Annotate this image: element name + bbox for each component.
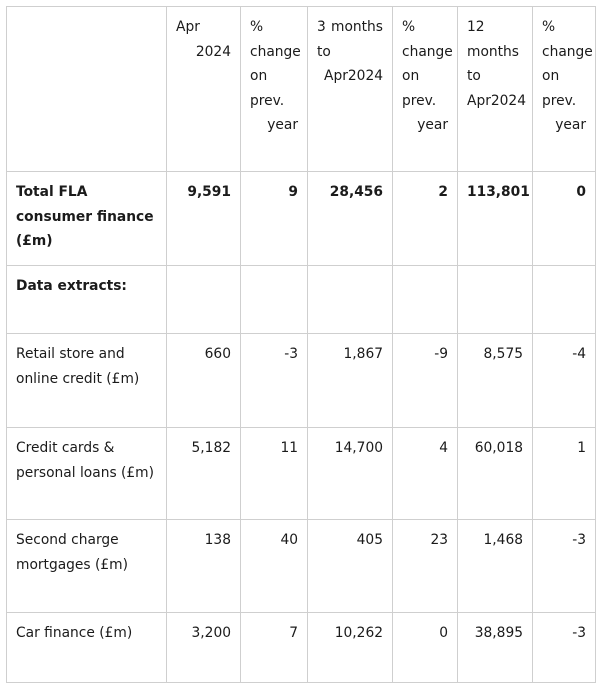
cell-pct-change-12-months: 1 xyxy=(533,428,596,520)
cell-12-months: 8,575 xyxy=(458,334,533,428)
header-cell-pct-change-month: % change on prev. year xyxy=(241,7,308,172)
cell-apr-2024 xyxy=(167,266,241,334)
cell-pct-change-12-months: -4 xyxy=(533,334,596,428)
cell-pct-change-12-months xyxy=(533,266,596,334)
cell-12-months xyxy=(458,266,533,334)
cell-pct-change-month: 9 xyxy=(241,172,308,266)
row-label: Data extracts: xyxy=(7,266,167,334)
consumer-finance-table xyxy=(6,6,596,683)
header-cell-pct-change-3-months: % change on prev. year xyxy=(393,7,458,172)
row-label: Total FLA consumer finance (£m) xyxy=(7,172,167,266)
cell-3-months xyxy=(308,266,393,334)
table-row-second-charge xyxy=(7,520,596,613)
cell-apr-2024: 138 xyxy=(167,520,241,613)
cell-pct-change-12-months: 0 xyxy=(533,172,596,266)
cell-pct-change-month: 7 xyxy=(241,613,308,683)
cell-3-months: 10,262 xyxy=(308,613,393,683)
cell-pct-change-month: 11 xyxy=(241,428,308,520)
header-cell-12-months: 12 months to Apr2024 xyxy=(458,7,533,172)
cell-3-months: 14,700 xyxy=(308,428,393,520)
cell-pct-change-12-months: -3 xyxy=(533,520,596,613)
header-cell-3-months: 3 months to Apr2024 xyxy=(308,7,393,172)
table-row-total xyxy=(7,172,596,266)
cell-pct-change-3-months: 23 xyxy=(393,520,458,613)
cell-pct-change-month: 40 xyxy=(241,520,308,613)
row-label: Retail store and online credit (£m) xyxy=(7,334,167,428)
cell-3-months: 405 xyxy=(308,520,393,613)
cell-pct-change-month xyxy=(241,266,308,334)
cell-12-months: 60,018 xyxy=(458,428,533,520)
cell-12-months: 38,895 xyxy=(458,613,533,683)
cell-12-months: 113,801 xyxy=(458,172,533,266)
row-label: Second charge mortgages (£m) xyxy=(7,520,167,613)
header-cell-apr-2024: Apr 2024 xyxy=(167,7,241,172)
cell-apr-2024: 3,200 xyxy=(167,613,241,683)
cell-pct-change-3-months: -9 xyxy=(393,334,458,428)
cell-pct-change-month: -3 xyxy=(241,334,308,428)
cell-pct-change-3-months: 2 xyxy=(393,172,458,266)
table-row-car-finance xyxy=(7,613,596,683)
cell-apr-2024: 660 xyxy=(167,334,241,428)
cell-apr-2024: 9,591 xyxy=(167,172,241,266)
header-row xyxy=(7,7,596,172)
cell-12-months: 1,468 xyxy=(458,520,533,613)
row-label: Credit cards & personal loans (£m) xyxy=(7,428,167,520)
header-cell-label xyxy=(7,7,167,172)
cell-3-months: 28,456 xyxy=(308,172,393,266)
cell-3-months: 1,867 xyxy=(308,334,393,428)
cell-pct-change-3-months: 4 xyxy=(393,428,458,520)
cell-apr-2024: 5,182 xyxy=(167,428,241,520)
cell-pct-change-3-months xyxy=(393,266,458,334)
table-row-credit-cards xyxy=(7,428,596,520)
cell-pct-change-12-months: -3 xyxy=(533,613,596,683)
header-cell-pct-change-12-months: % change on prev. year xyxy=(533,7,596,172)
table-row-data-extracts xyxy=(7,266,596,334)
cell-pct-change-3-months: 0 xyxy=(393,613,458,683)
row-label: Car finance (£m) xyxy=(7,613,167,683)
table-row-retail xyxy=(7,334,596,428)
